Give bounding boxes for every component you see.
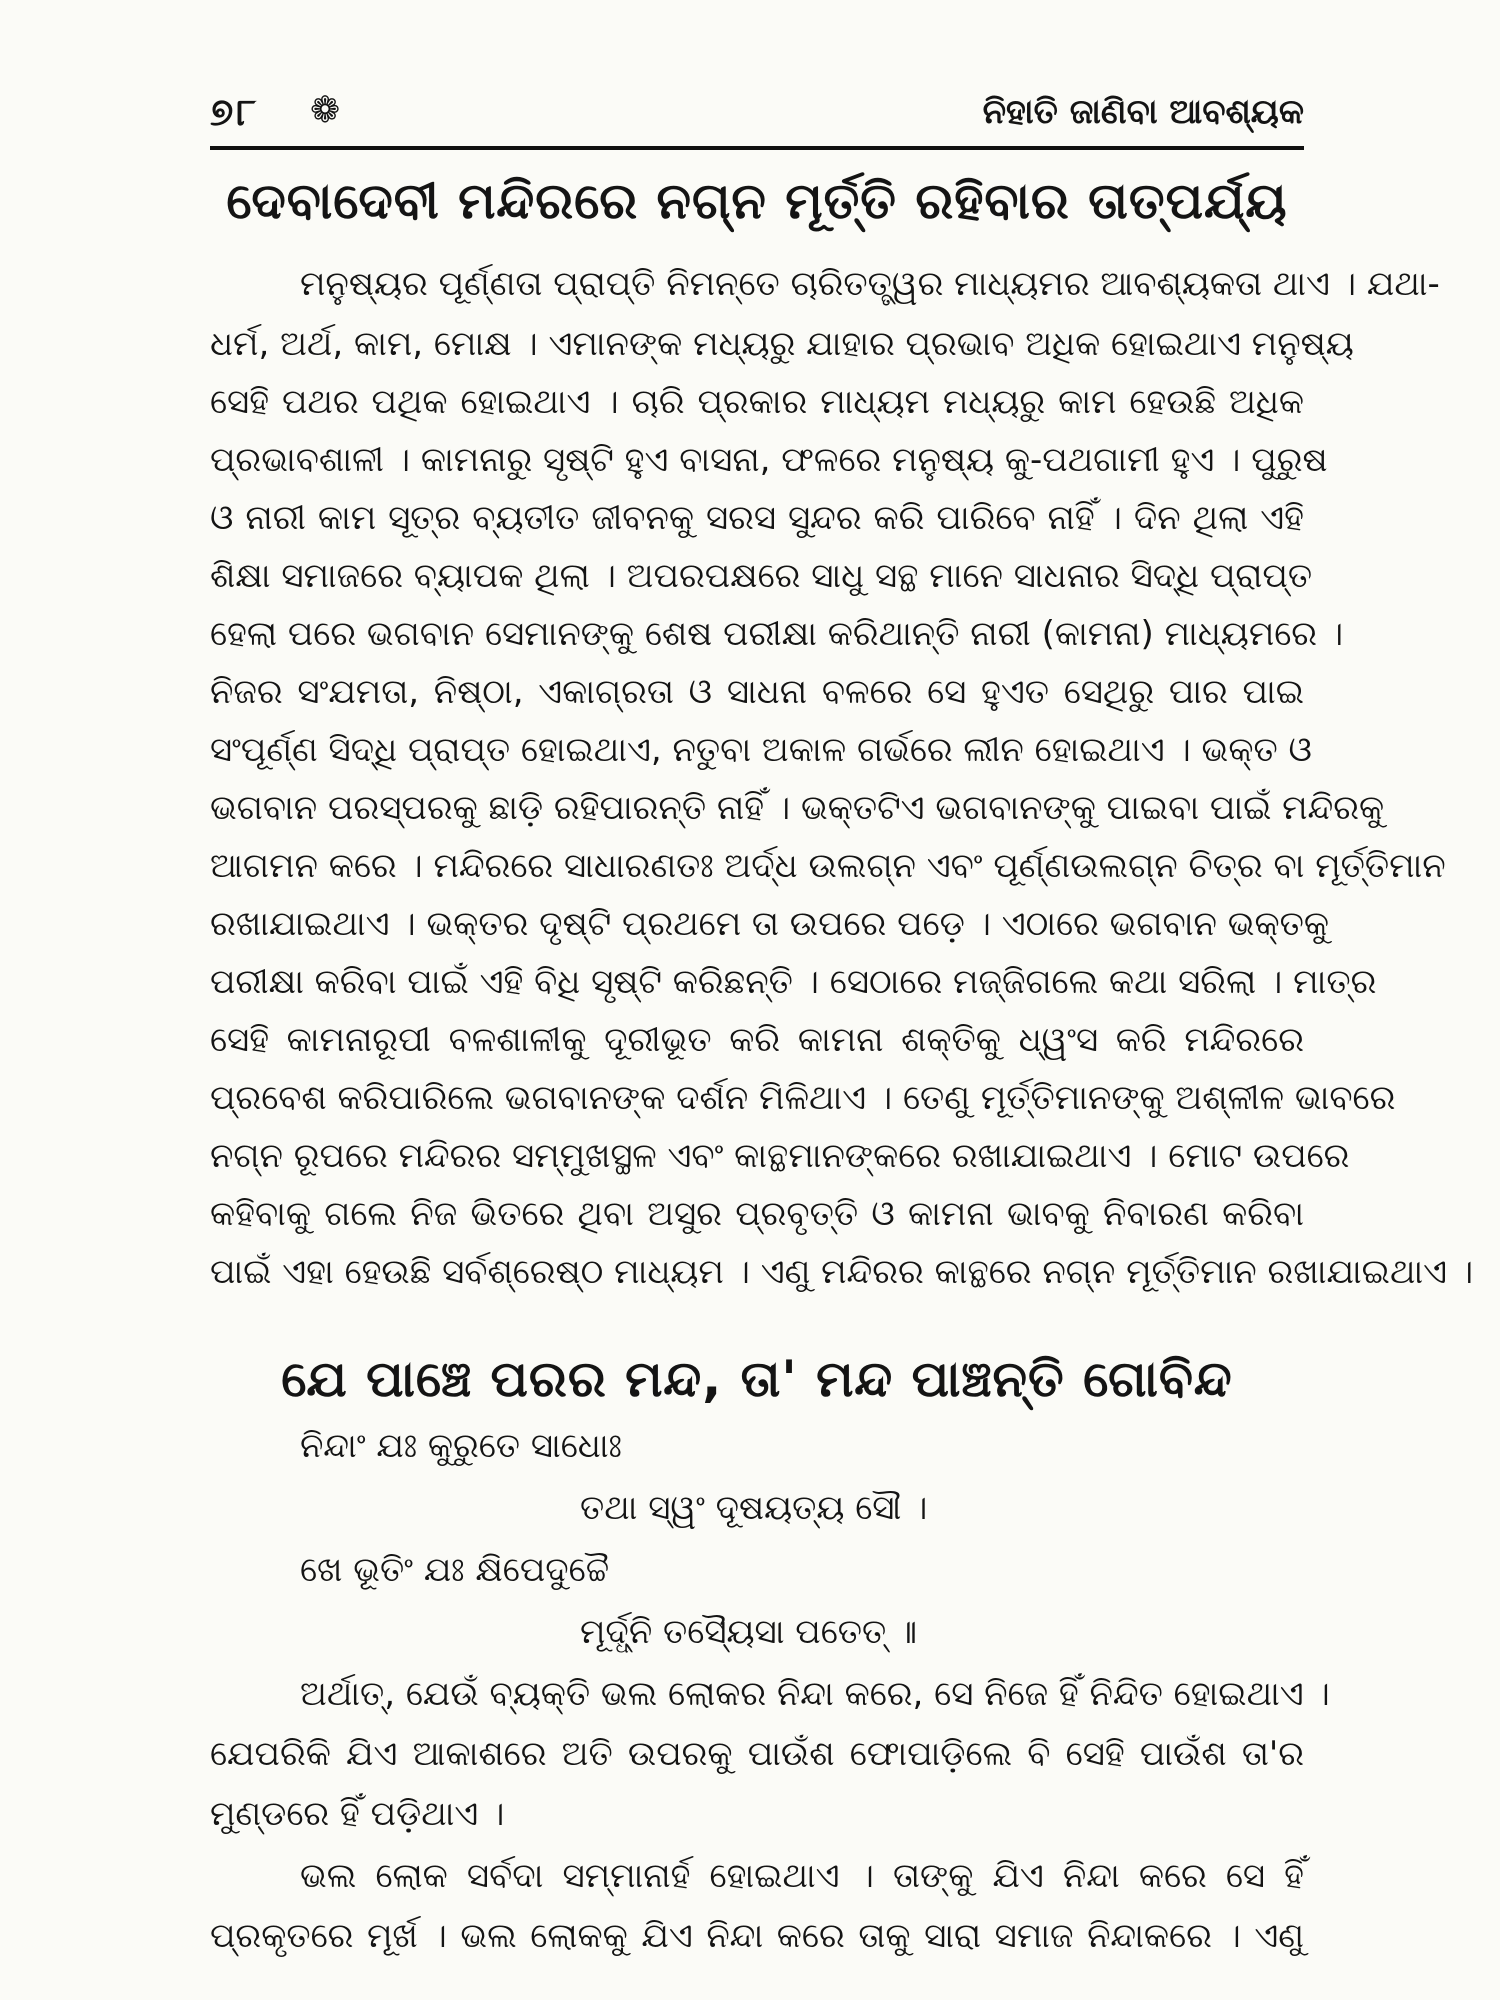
paragraph-line: ଭଗବାନ ପରସ୍ପରକୁ ଛାଡ଼ି ରହିପାରନ୍ତି ନାହିଁ । ଭକ୍ତଟିଏ ଭଗବାନଙ୍କୁ ପାଇବା ପାଇଁ ମନ୍ଦିରକୁ (210, 788, 1385, 828)
paragraph-line: ଯେପରିକି ଯିଏ ଆକାଶରେ ଅତି ଉପରକୁ ପାଉଁଶ ଫୋପାଡ଼ିଲେ ବି ସେହି ପାଉଁଶ ତା'ର (210, 1734, 1304, 1774)
paragraph-line: ଅର୍ଥାତ୍, ଯେଉଁ ବ୍ୟକ୍ତି ଭଲ ଲୋକର ନିନ୍ଦା କରେ, ସେ ନିଜେ ହିଁ ନିନ୍ଦିତ ହୋଇଥାଏ । (300, 1674, 1330, 1714)
paragraph-line: ସଂପୂର୍ଣ୍ଣ ସିଦ୍ଧି ପ୍ରାପ୍ତ ହୋଇଥାଏ, ନତୁବା ଅକାଳ ଗର୍ଭରେ ଲୀନ ହୋଇଥାଏ । ଭକ୍ତ ଓ (210, 730, 1312, 770)
paragraph-line: ରଖାଯାଇଥାଏ । ଭକ୍ତର ଦୃଷ୍ଟି ପ୍ରଥମେ ତା ଉପରେ ପଡ଼େ । ଏଠାରେ ଭଗବାନ ଭକ୍ତକୁ (210, 904, 1329, 944)
paragraph-line: ପ୍ରକୃତରେ ମୂର୍ଖ । ଭଲ ଲୋକକୁ ଯିଏ ନିନ୍ଦା କରେ ତାକୁ ସାରା ସମାଜ ନିନ୍ଦାକରେ । ଏଣୁ (210, 1916, 1304, 1956)
page-header (210, 88, 1304, 144)
verse-line: ମୂର୍ଦ୍ଧ୍ନି ତସ୍ୟୈସା ପତେତ୍ ॥ (580, 1612, 918, 1652)
paragraph-line: ସେହି କାମନାରୂପୀ ବଳଶାଳୀକୁ ଦୂରୀଭୂତ କରି କାମନା ଶକ୍ତିକୁ ଧ୍ୱଂସ କରି ମନ୍ଦିରରେ (210, 1020, 1304, 1060)
running-title: ନିହାତି ଜାଣିବା ଆବଶ୍ୟକ (982, 92, 1304, 132)
verse-line: ଖେ ଭୂତିଂ ଯଃ କ୍ଷିପେଦୁଚ୍ଚୈ (300, 1550, 610, 1590)
paragraph-line: ପରୀକ୍ଷା କରିବା ପାଇଁ ଏହି ବିଧି ସୃଷ୍ଟି କରିଛନ୍ତି । ସେଠାରେ ମଜ୍ଜିଗଲେ କଥା ସରିଲା । ମାତ୍ର (210, 962, 1377, 1002)
paragraph-line: ନଗ୍ନ ରୂପରେ ମନ୍ଦିରର ସମ୍ମୁଖସ୍ଥଳ ଏବଂ କାନ୍ଥମାନଙ୍କରେ ରଖାଯାଇଥାଏ । ମୋଟ ଉପରେ (210, 1136, 1350, 1176)
paragraph-line: ଭଲ ଲୋକ ସର୍ବଦା ସମ୍ମାନାର୍ହ ହୋଇଥାଏ । ତାଙ୍କୁ ଯିଏ ନିନ୍ଦା କରେ ସେ ହିଁ (300, 1856, 1304, 1896)
section-title: ଦେବାଦେବୀ ମନ୍ଦିରରେ ନଗ୍ନ ମୂର୍ତ୍ତି ରହିବାର ତାତ୍ପର୍ଯ୍ୟ (226, 172, 1288, 230)
paragraph-line: ଶିକ୍ଷା ସମାଜରେ ବ୍ୟାପକ ଥିଲା । ଅପରପକ୍ଷରେ ସାଧୁ ସନ୍ଥ ମାନେ ସାଧନାର ସିଦ୍ଧି ପ୍ରାପ୍ତ (210, 556, 1313, 596)
paragraph-line: ସେହି ପଥର ପଥିକ ହୋଇଥାଏ । ଚାରି ପ୍ରକାର ମାଧ୍ୟମ ମଧ୍ୟରୁ କାମ ହେଉଛି ଅଧିକ (210, 382, 1304, 422)
header-rule (210, 146, 1304, 150)
paragraph-line: ହେଲା ପରେ ଭଗବାନ ସେମାନଙ୍କୁ ଶେଷ ପରୀକ୍ଷା କରିଥାନ୍ତି ନାରୀ (କାମନା) ମାଧ୍ୟମରେ । (210, 614, 1344, 654)
paragraph-line: କହିବାକୁ ଗଲେ ନିଜ ଭିତରେ ଥିବା ଅସୁର ପ୍ରବୃତ୍ତି ଓ କାମନା ଭାବକୁ ନିବାରଣ କରିବା (210, 1194, 1304, 1234)
verse-line: ତଥା ସ୍ୱଂ ଦୂଷୟତ୍ୟ ସୌ । (580, 1488, 928, 1528)
paragraph-line: ଓ ନାରୀ କାମ ସୂତ୍ର ବ୍ୟତୀତ ଜୀବନକୁ ସରସ ସୁନ୍ଦର କରି ପାରିବେ ନାହିଁ । ଦିନ ଥିଲା ଏହି (210, 498, 1304, 538)
paragraph-line: ଧର୍ମ, ଅର୍ଥ, କାମ, ମୋକ୍ଷ । ଏମାନଙ୍କ ମଧ୍ୟରୁ ଯାହାର ପ୍ରଭାବ ଅଧିକ ହୋଇଥାଏ ମନୁଷ୍ୟ (210, 324, 1354, 364)
paragraph-line: ନିଜର ସଂଯମତା, ନିଷ୍ଠା, ଏକାଗ୍ରତା ଓ ସାଧନା ବଳରେ ସେ ହୁଏତ ସେଥିରୁ ପାର ପାଇ (210, 672, 1304, 712)
paragraph-line: ପାଇଁ ଏହା ହେଉଛି ସର୍ବଶ୍ରେଷ୍ଠ ମାଧ୍ୟମ । ଏଣୁ ମନ୍ଦିରର କାନ୍ଥରେ ନଗ୍ନ ମୂର୍ତ୍ତିମାନ ରଖାଯାଇଥାଏ । (210, 1252, 1474, 1292)
flower-ornament-icon: ❁ (310, 90, 341, 131)
paragraph-line: ମୁଣ୍ଡରେ ହିଁ ପଡ଼ିଥାଏ । (210, 1794, 505, 1834)
page-number: ୭୮ (210, 90, 260, 134)
paragraph-line: ମନୁଷ୍ୟର ପୂର୍ଣ୍ଣତା ପ୍ରାପ୍ତି ନିମନ୍ତେ ଚାରିତତ୍ତ୍ୱର ମାଧ୍ୟମର ଆବଶ୍ୟକତା ଥାଏ । ଯଥା- (300, 264, 1440, 304)
paragraph-line: ପ୍ରବେଶ କରିପାରିଲେ ଭଗବାନଙ୍କ ଦର୍ଶନ ମିଳିଥାଏ । ତେଣୁ ମୂର୍ତ୍ତିମାନଙ୍କୁ ଅଶ୍ଳୀଳ ଭାବରେ (210, 1078, 1396, 1118)
paragraph-line: ପ୍ରଭାବଶାଳୀ । କାମନାରୁ ସୃଷ୍ଟି ହୁଏ ବାସନା, ଫଳରେ ମନୁଷ୍ୟ କୁ-ପଥଗାମୀ ହୁଏ । ପୁରୁଷ (210, 440, 1328, 480)
proverb-title: ଯେ ପାଞ୍ଚେ ପରର ମନ୍ଦ, ତା' ମନ୍ଦ ପାଞ୍ଚନ୍ତି ଗୋବିନ୍ଦ (281, 1350, 1233, 1408)
verse-line: ନିନ୍ଦାଂ ଯଃ କୁରୁତେ ସାଧୋଃ (300, 1426, 622, 1466)
paragraph-line: ଆଗମନ କରେ । ମନ୍ଦିରରେ ସାଧାରଣତଃ ଅର୍ଦ୍ଧ ଉଲଗ୍ନ ଏବଂ ପୂର୍ଣ୍ଣଉଲଗ୍ନ ଚିତ୍ର ବା ମୂର୍ତ୍ତିମାନ (210, 846, 1446, 886)
